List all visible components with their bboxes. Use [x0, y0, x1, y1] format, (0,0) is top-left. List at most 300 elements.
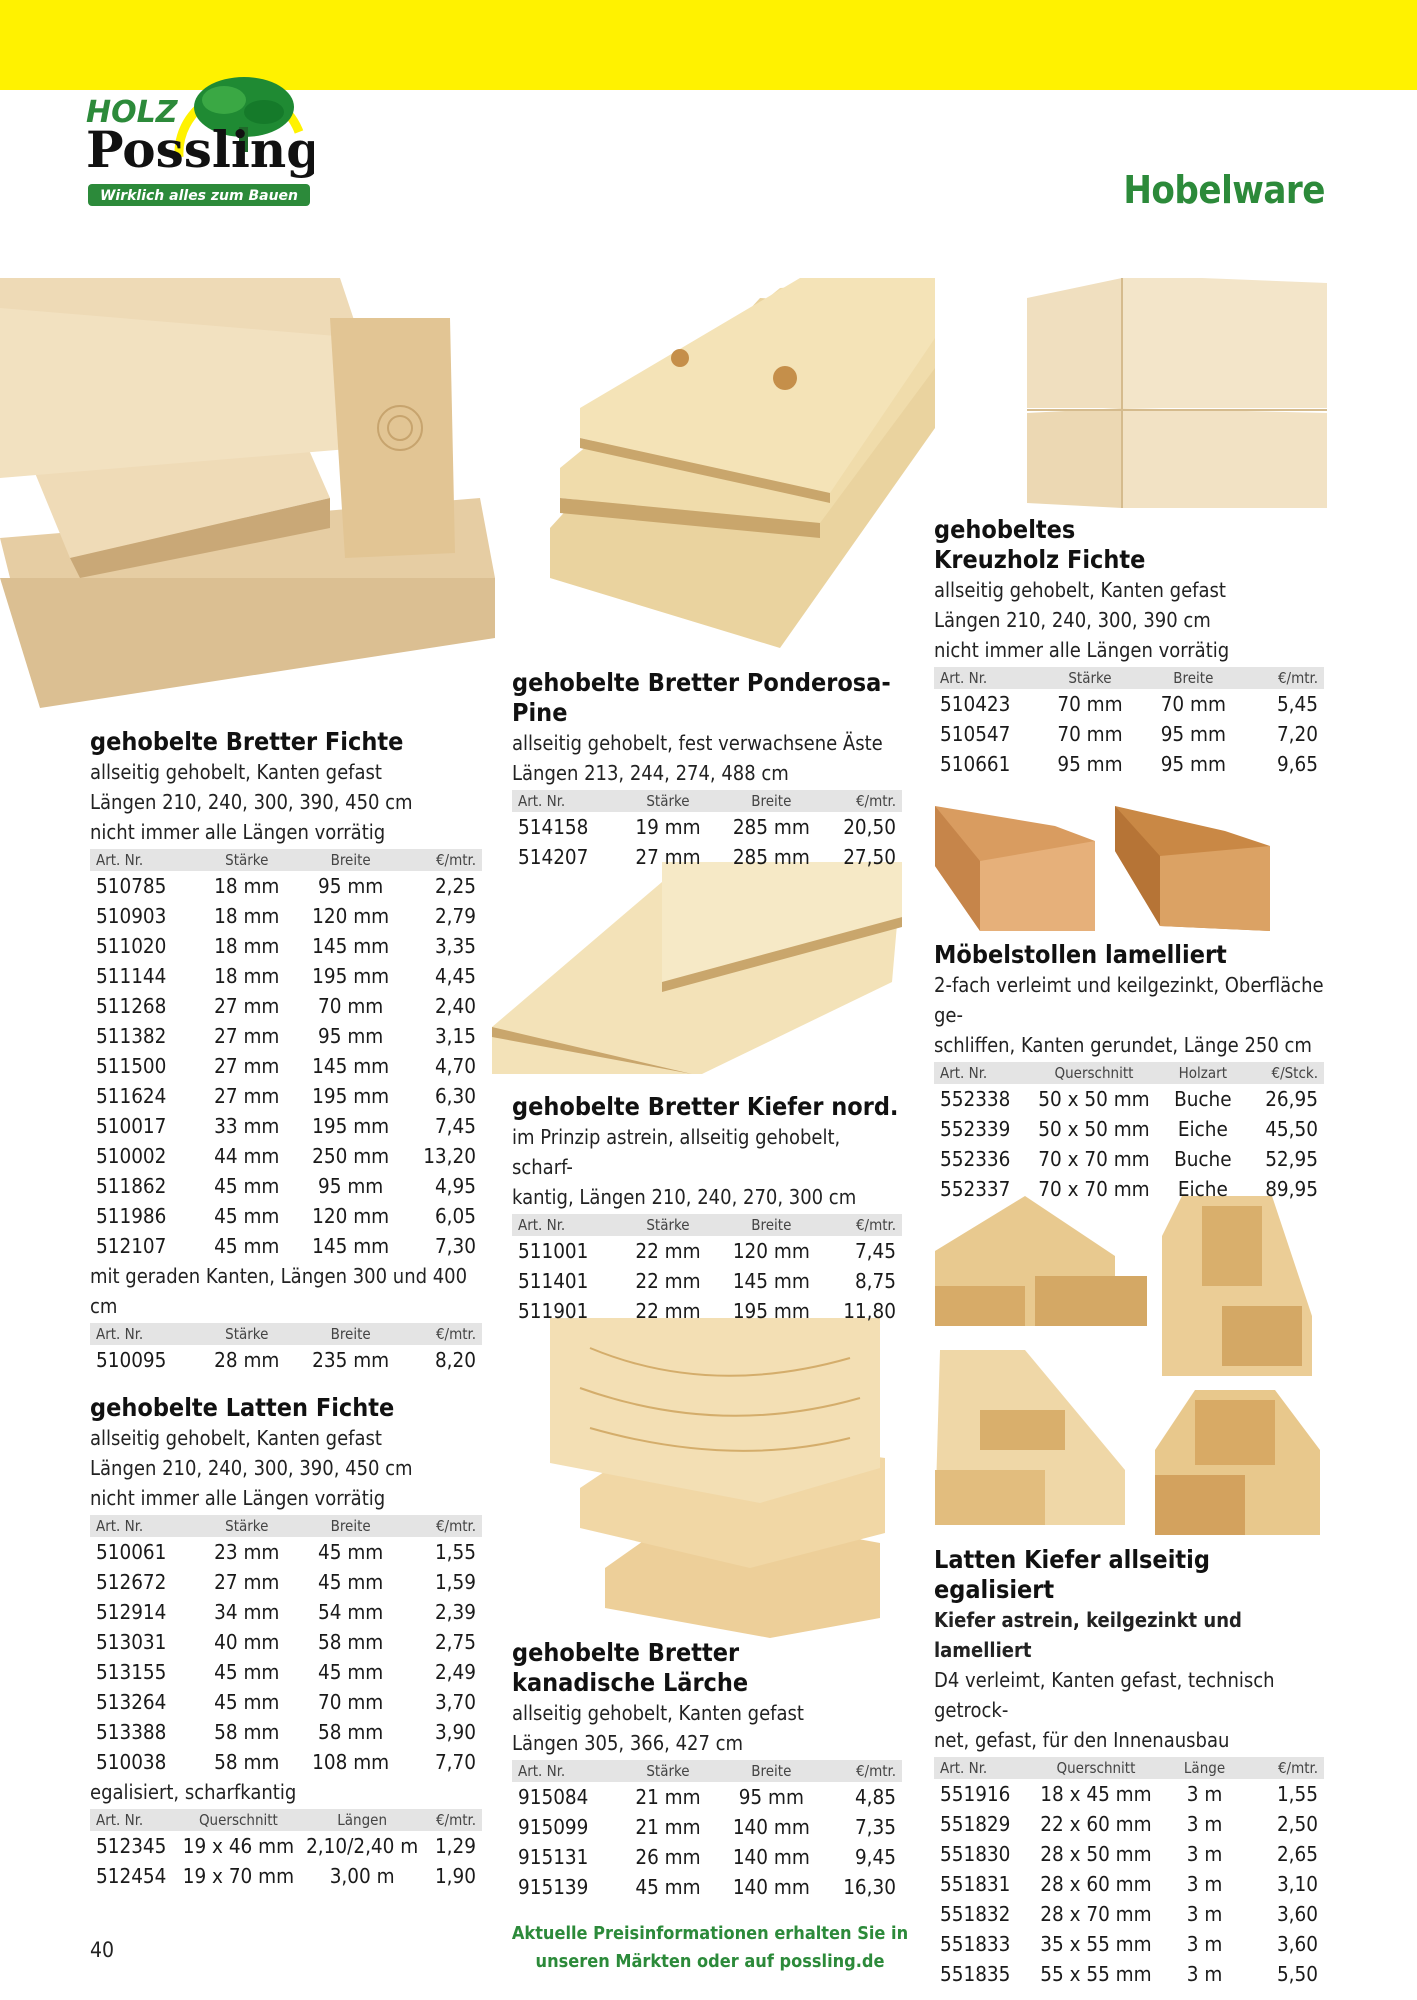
column-header: Art. Nr. — [940, 669, 988, 687]
table-cell: 511268 — [96, 994, 167, 1018]
table-header-row — [90, 1515, 482, 1537]
desc-line: net, gefast, für den Innenausbau — [934, 1728, 1230, 1752]
price-table — [512, 790, 902, 872]
section-title: kanadische Lärche — [512, 1668, 749, 1697]
desc-line: allseitig gehobelt, Kanten gefast — [90, 1426, 382, 1450]
table-cell: 45 mm — [318, 1570, 384, 1594]
table-cell: 58 mm — [318, 1630, 384, 1654]
desc-line: allseitig gehobelt, Kanten gefast — [90, 760, 382, 784]
table-cell: 19 x 46 mm — [182, 1834, 295, 1858]
desc-line: Längen 210, 240, 300, 390 cm — [934, 608, 1211, 632]
table-cell: 3,60 — [1276, 1932, 1318, 1956]
column-header: €/mtr. — [855, 792, 896, 810]
desc-line: nicht immer alle Längen vorrätig — [934, 638, 1230, 662]
kreuzholz-image — [1022, 278, 1327, 508]
table-cell: 512454 — [96, 1864, 167, 1888]
table-cell: 18 mm — [214, 934, 280, 958]
section-title: Möbelstollen lamelliert — [934, 940, 1227, 969]
price-table — [934, 667, 1324, 779]
table-cell: 23 mm — [214, 1540, 280, 1564]
table-cell: 511862 — [96, 1174, 167, 1198]
table-row — [90, 1081, 482, 1111]
section-title: Kreuzholz Fichte — [934, 545, 1146, 574]
table-cell: 35 x 55 mm — [1040, 1932, 1152, 1956]
table-cell: 120 mm — [312, 1204, 390, 1228]
table-cell: 551829 — [940, 1812, 1011, 1836]
column-header: Holzart — [1178, 1064, 1227, 1082]
table-cell: 20,50 — [843, 815, 896, 839]
column-header: €/mtr. — [1277, 669, 1318, 687]
table-cell: 915099 — [518, 1815, 589, 1839]
table-cell: 510061 — [96, 1540, 167, 1564]
column-header: Stärke — [646, 1216, 690, 1234]
section-kiefer-nord — [512, 1092, 902, 1326]
table-cell: 26 mm — [635, 1845, 701, 1869]
table-cell: 250 mm — [312, 1144, 390, 1168]
table-row — [512, 1266, 902, 1296]
table-cell: 552338 — [940, 1087, 1011, 1111]
table-row — [512, 1236, 902, 1266]
table-cell: 19 mm — [635, 815, 701, 839]
table-row — [90, 1051, 482, 1081]
table-cell: 7,45 — [854, 1239, 896, 1263]
desc-line: kantig, Längen 210, 240, 270, 300 cm — [512, 1185, 857, 1209]
table-cell: 510661 — [940, 752, 1011, 776]
table-cell: 510547 — [940, 722, 1011, 746]
table-cell: 140 mm — [732, 1875, 810, 1899]
table-cell: 145 mm — [312, 1054, 390, 1078]
table-cell: 285 mm — [732, 845, 810, 869]
table-row — [934, 1899, 1324, 1929]
table-cell: 513155 — [96, 1660, 167, 1684]
table-cell: 7,20 — [1276, 722, 1318, 746]
table-cell: 5,45 — [1276, 692, 1318, 716]
table-cell: 1,59 — [434, 1570, 476, 1594]
latten-kiefer-image-2 — [1162, 1196, 1320, 1376]
column-header: €/mtr. — [435, 1811, 476, 1829]
table-cell: 552339 — [940, 1117, 1011, 1141]
footer-note — [505, 1920, 915, 1976]
table-row — [90, 1861, 482, 1891]
desc-line: allseitig gehobelt, fest verwachsene Äste — [512, 731, 883, 755]
column-header: Art. Nr. — [518, 792, 566, 810]
table-cell: 70 mm — [1057, 692, 1123, 716]
page-number: 40 — [90, 1938, 115, 1962]
table-header-row — [90, 849, 482, 871]
table-cell: 45 mm — [214, 1174, 280, 1198]
table-cell: 18 mm — [214, 874, 280, 898]
desc-line: nicht immer alle Längen vorrätig — [90, 820, 386, 844]
table-cell: 3,10 — [1276, 1872, 1318, 1896]
desc-line: Längen 210, 240, 300, 390, 450 cm — [90, 790, 413, 814]
column-header: Art. Nr. — [940, 1064, 988, 1082]
table-cell: 54 mm — [318, 1600, 384, 1624]
svg-text:Possling: Possling — [86, 120, 314, 179]
desc-line: D4 verleimt, Kanten gefast, technisch getrock- — [934, 1668, 1275, 1722]
moebelstollen-eiche-image — [1115, 806, 1275, 931]
table-row — [90, 871, 482, 901]
table-row — [90, 991, 482, 1021]
table-cell: 8,20 — [434, 1348, 476, 1372]
column-header: Art. Nr. — [940, 1759, 988, 1777]
table-cell: 513264 — [96, 1690, 167, 1714]
table-row — [512, 1782, 902, 1812]
table-cell: 58 mm — [318, 1720, 384, 1744]
column-header: Querschnitt — [1056, 1759, 1136, 1777]
table-cell: 19 x 70 mm — [182, 1864, 295, 1888]
column-header: Stärke — [225, 851, 269, 869]
table-cell: 45 mm — [214, 1660, 280, 1684]
column-header: Stärke — [225, 1517, 269, 1535]
table-header-row — [934, 1757, 1324, 1779]
table-cell: 4,95 — [434, 1174, 476, 1198]
table-cell: 2,39 — [434, 1600, 476, 1624]
table-cell: 89,95 — [1265, 1177, 1318, 1201]
table-cell: 70 x 70 mm — [1038, 1147, 1150, 1171]
section-fichte-bretter — [90, 727, 482, 1375]
table-cell: 95 mm — [318, 1174, 384, 1198]
section-title: gehobelte Bretter Fichte — [90, 727, 404, 756]
table-header-row — [512, 1760, 902, 1782]
desc-line: Längen 305, 366, 427 cm — [512, 1731, 744, 1755]
table-cell: 551831 — [940, 1872, 1011, 1896]
table-cell: 11,80 — [843, 1299, 896, 1323]
table-cell: 1,55 — [434, 1540, 476, 1564]
table-cell: 511986 — [96, 1204, 167, 1228]
section-title: gehobelte Bretter — [512, 1638, 740, 1667]
desc-line: Längen 210, 240, 300, 390, 450 cm — [90, 1456, 413, 1480]
table-cell: 95 mm — [738, 1785, 804, 1809]
table-cell: 22 mm — [635, 1299, 701, 1323]
section-latten-fichte — [90, 1393, 482, 1891]
table-cell: 235 mm — [312, 1348, 390, 1372]
column-header: Breite — [330, 1325, 371, 1343]
table-cell: 3,35 — [434, 934, 476, 958]
latten-kiefer-image-3 — [935, 1350, 1125, 1525]
table-cell: 120 mm — [732, 1239, 810, 1263]
table-cell: 50 x 50 mm — [1038, 1117, 1150, 1141]
table-cell: 45,50 — [1265, 1117, 1318, 1141]
table-cell: 70 x 70 mm — [1038, 1177, 1150, 1201]
table-row — [90, 1345, 482, 1375]
table-cell: 4,70 — [434, 1054, 476, 1078]
table-cell: 195 mm — [732, 1299, 810, 1323]
table-cell: 4,45 — [434, 964, 476, 988]
table-cell: 512672 — [96, 1570, 167, 1594]
price-table — [90, 1809, 482, 1891]
column-header: €/Stck. — [1271, 1064, 1318, 1082]
table-row — [512, 812, 902, 842]
table-cell: 3 m — [1186, 1812, 1223, 1836]
column-header: €/mtr. — [435, 1325, 476, 1343]
table-cell: 13,20 — [423, 1144, 476, 1168]
table-cell: 95 mm — [318, 1024, 384, 1048]
table-cell: 7,30 — [434, 1234, 476, 1258]
column-header: €/mtr. — [435, 1517, 476, 1535]
section-title: gehobelte Bretter Ponderosa-Pine — [512, 668, 891, 727]
table-row — [90, 931, 482, 961]
table-row — [90, 1627, 482, 1657]
column-header: Stärke — [1068, 669, 1112, 687]
table-row — [90, 901, 482, 931]
table-cell: 6,30 — [434, 1084, 476, 1108]
table-cell: 28 x 50 mm — [1040, 1842, 1152, 1866]
table-cell: 510038 — [96, 1750, 167, 1774]
table-row — [90, 1717, 482, 1747]
table-cell: 513388 — [96, 1720, 167, 1744]
table-cell: 551833 — [940, 1932, 1011, 1956]
price-table — [934, 1757, 1324, 1989]
table-cell: 551835 — [940, 1962, 1011, 1986]
table-cell: 95 mm — [1057, 752, 1123, 776]
table-cell: 21 mm — [635, 1815, 701, 1839]
desc-line: im Prinzip astrein, allseitig gehobelt, scharf- — [512, 1125, 841, 1179]
column-header: Stärke — [225, 1325, 269, 1343]
table-cell: 2,10/2,40 m — [306, 1834, 419, 1858]
table-cell: 16,30 — [843, 1875, 896, 1899]
table-cell: 195 mm — [312, 1114, 390, 1138]
table-cell: 27 mm — [635, 845, 701, 869]
table-cell: 511624 — [96, 1084, 167, 1108]
table-header-row — [512, 790, 902, 812]
table-cell: 58 mm — [214, 1720, 280, 1744]
table-cell: 50 x 50 mm — [1038, 1087, 1150, 1111]
footer-note-line: unseren Märkten oder auf possling.de — [535, 1951, 885, 1972]
column-header: Art. Nr. — [518, 1762, 566, 1780]
svg-text:HOLZ: HOLZ — [86, 95, 178, 130]
desc-line: nicht immer alle Längen vorrätig — [90, 1486, 386, 1510]
table-cell: 2,25 — [434, 874, 476, 898]
column-header: Länge — [1183, 1759, 1226, 1777]
table-row — [90, 1747, 482, 1777]
column-header: Art. Nr. — [96, 1325, 144, 1343]
table-row — [934, 1084, 1324, 1114]
table-cell: 18 mm — [214, 964, 280, 988]
table-cell: 95 mm — [1160, 752, 1226, 776]
price-table — [90, 1515, 482, 1777]
table-cell: 551832 — [940, 1902, 1011, 1926]
table-cell: 70 mm — [1057, 722, 1123, 746]
table-row — [934, 1779, 1324, 1809]
table-row — [934, 1114, 1324, 1144]
table-cell: 552337 — [940, 1177, 1011, 1201]
table-cell: 510095 — [96, 1348, 167, 1372]
section-title: gehobelte Bretter Kiefer nord. — [512, 1092, 899, 1121]
table-cell: 33 mm — [214, 1114, 280, 1138]
table-cell: 4,85 — [854, 1785, 896, 1809]
table-header-row — [512, 1214, 902, 1236]
table-header-row — [90, 1323, 482, 1345]
table-cell: 510903 — [96, 904, 167, 928]
price-table — [512, 1214, 902, 1326]
table-cell: Buche — [1174, 1087, 1232, 1111]
table-cell: 95 mm — [1160, 722, 1226, 746]
table-cell: 195 mm — [312, 1084, 390, 1108]
table-cell: 9,45 — [854, 1845, 896, 1869]
table-cell: 3 m — [1186, 1872, 1223, 1896]
table-cell: 3 m — [1186, 1782, 1223, 1806]
table-cell: 140 mm — [732, 1845, 810, 1869]
table-cell: 1,55 — [1276, 1782, 1318, 1806]
tree-logo-icon — [84, 62, 314, 212]
table-cell: 511020 — [96, 934, 167, 958]
table-cell: 511382 — [96, 1024, 167, 1048]
desc-line: 2-fach verleimt und keilgezinkt, Oberfläche ge- — [934, 973, 1324, 1027]
table-cell: 511500 — [96, 1054, 167, 1078]
table-cell: 2,79 — [434, 904, 476, 928]
table-row — [90, 1687, 482, 1717]
price-table — [90, 1323, 482, 1375]
table-cell: 511144 — [96, 964, 167, 988]
table-cell: 6,05 — [434, 1204, 476, 1228]
table-cell: 45 mm — [214, 1690, 280, 1714]
table-cell: 145 mm — [732, 1269, 810, 1293]
table-row — [934, 1959, 1324, 1989]
table-row — [90, 1537, 482, 1567]
table-cell: 551830 — [940, 1842, 1011, 1866]
column-header: Art. Nr. — [96, 1517, 144, 1535]
table-cell: Eiche — [1177, 1177, 1228, 1201]
laerche-image — [550, 1318, 885, 1638]
latten-kiefer-image-4 — [1155, 1390, 1320, 1535]
table-cell: 28 x 60 mm — [1040, 1872, 1152, 1896]
table-row — [90, 1567, 482, 1597]
table-row — [90, 1171, 482, 1201]
price-table — [90, 849, 482, 1261]
column-header: €/mtr. — [1277, 1759, 1318, 1777]
table-cell: 45 mm — [318, 1540, 384, 1564]
section-title: gehobeltes — [934, 515, 1076, 544]
column-header: Querschnitt — [198, 1811, 278, 1829]
table-row — [512, 1842, 902, 1872]
table-cell: 510017 — [96, 1114, 167, 1138]
page-title: Hobelware — [1123, 168, 1325, 212]
section-laerche — [512, 1638, 902, 1902]
column-header: Stärke — [646, 792, 690, 810]
table-row — [90, 961, 482, 991]
table-cell: 55 x 55 mm — [1040, 1962, 1152, 1986]
ponderosa-image — [530, 278, 935, 650]
table-cell: 120 mm — [312, 904, 390, 928]
table-cell: 551916 — [940, 1782, 1011, 1806]
table-cell: 195 mm — [312, 964, 390, 988]
table-cell: 28 mm — [214, 1348, 280, 1372]
table-cell: 28 x 70 mm — [1040, 1902, 1152, 1926]
desc-line: allseitig gehobelt, Kanten gefast — [512, 1701, 804, 1725]
section-subtitle: Kiefer astrein, keilgezinkt und lamelliert — [934, 1608, 1242, 1662]
section-ponderosa — [512, 668, 902, 872]
table-row — [90, 1597, 482, 1627]
table-cell: 21 mm — [635, 1785, 701, 1809]
table-cell: 44 mm — [214, 1144, 280, 1168]
table-cell: 145 mm — [312, 1234, 390, 1258]
table-cell: 27,50 — [843, 845, 896, 869]
desc-line: Längen 213, 244, 274, 488 cm — [512, 761, 789, 785]
table-cell: 915084 — [518, 1785, 589, 1809]
table-cell: 22 x 60 mm — [1040, 1812, 1152, 1836]
sub-note: egalisiert, scharfkantig — [90, 1780, 297, 1804]
table-header-row — [934, 1062, 1324, 1084]
table-row — [512, 1296, 902, 1326]
table-row — [512, 842, 902, 872]
table-cell: 3,00 m — [329, 1864, 395, 1888]
table-cell: 95 mm — [318, 874, 384, 898]
table-row — [512, 1872, 902, 1902]
table-cell: 514207 — [518, 845, 589, 869]
table-row — [934, 1809, 1324, 1839]
table-cell: 27 mm — [214, 994, 280, 1018]
table-cell: 9,65 — [1276, 752, 1318, 776]
table-row — [90, 1657, 482, 1687]
table-cell: 1,90 — [434, 1864, 476, 1888]
table-row — [90, 1021, 482, 1051]
possling-logo[interactable] — [84, 62, 314, 212]
table-cell: 3,70 — [434, 1690, 476, 1714]
table-cell: 45 mm — [635, 1875, 701, 1899]
table-cell: 22 mm — [635, 1239, 701, 1263]
latten-kiefer-image-1 — [935, 1196, 1147, 1326]
table-cell: 511901 — [518, 1299, 589, 1323]
table-cell: Eiche — [1177, 1117, 1228, 1141]
table-cell: 514158 — [518, 815, 589, 839]
table-cell: Buche — [1174, 1147, 1232, 1171]
table-cell: 3,60 — [1276, 1902, 1318, 1926]
column-header: €/mtr. — [435, 851, 476, 869]
table-cell: 7,35 — [854, 1815, 896, 1839]
table-cell: 513031 — [96, 1630, 167, 1654]
column-header: Art. Nr. — [96, 851, 144, 869]
table-row — [934, 1144, 1324, 1174]
desc-line: schliffen, Kanten gerundet, Länge 250 cm — [934, 1033, 1312, 1057]
table-row — [90, 1111, 482, 1141]
table-cell: 510423 — [940, 692, 1011, 716]
table-row — [512, 1812, 902, 1842]
table-cell: 27 mm — [214, 1054, 280, 1078]
desc-line: allseitig gehobelt, Kanten gefast — [934, 578, 1226, 602]
section-kreuzholz — [934, 515, 1324, 779]
column-header: Breite — [751, 1762, 792, 1780]
table-cell: 511401 — [518, 1269, 589, 1293]
table-row — [934, 719, 1324, 749]
table-cell: 18 x 45 mm — [1040, 1782, 1152, 1806]
table-cell: 18 mm — [214, 904, 280, 928]
sub-note: mit geraden Kanten, Längen 300 und 400 cm — [90, 1264, 468, 1318]
table-row — [934, 689, 1324, 719]
table-cell: 8,75 — [854, 1269, 896, 1293]
column-header: Breite — [330, 851, 371, 869]
table-cell: 3,90 — [434, 1720, 476, 1744]
table-cell: 2,50 — [1276, 1812, 1318, 1836]
table-cell: 70 mm — [1160, 692, 1226, 716]
table-cell: 5,50 — [1276, 1962, 1318, 1986]
table-cell: 108 mm — [312, 1750, 390, 1774]
footer-note-line: Aktuelle Preisinformationen erhalten Sie in — [511, 1923, 909, 1944]
table-cell: 2,65 — [1276, 1842, 1318, 1866]
table-cell: 512914 — [96, 1600, 167, 1624]
table-cell: 27 mm — [214, 1084, 280, 1108]
column-header: Stärke — [646, 1762, 690, 1780]
table-cell: 3 m — [1186, 1932, 1223, 1956]
column-header: Querschnitt — [1054, 1064, 1134, 1082]
column-header: Art. Nr. — [96, 1811, 144, 1829]
table-row — [934, 1174, 1324, 1204]
table-cell: 145 mm — [312, 934, 390, 958]
section-title: Latten Kiefer allseitig egalisiert — [934, 1545, 1210, 1604]
column-header: Längen — [337, 1811, 388, 1829]
table-header-row — [90, 1809, 482, 1831]
table-cell: 45 mm — [214, 1234, 280, 1258]
column-header: Breite — [751, 792, 792, 810]
